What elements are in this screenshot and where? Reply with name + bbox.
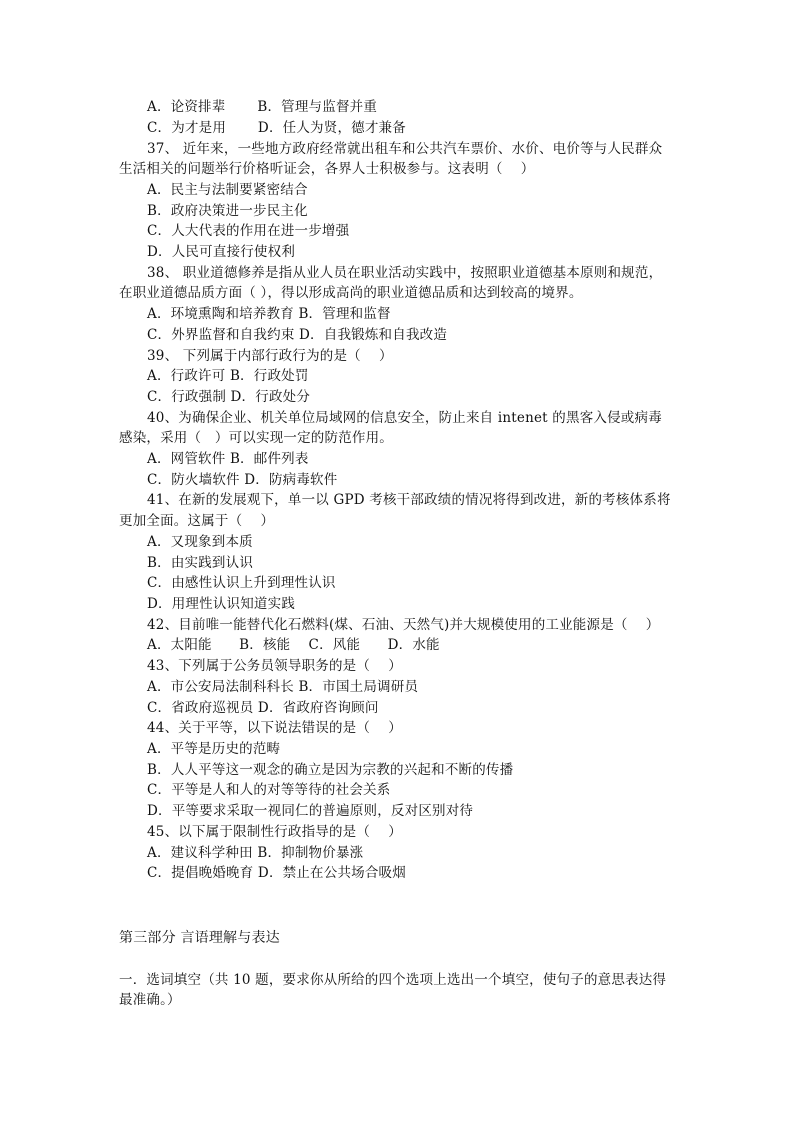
question-39: 39、 下列属于内部行政行为的是（ ） (147, 348, 393, 364)
question-40: 40、为确保企业、机关单位局域网的信息安全，防止来自 intenet 的黑客入侵或病毒 (147, 410, 662, 426)
option-line: C．防火墙软件 D．防病毒软件 (147, 472, 338, 488)
option-line: A．太阳能 B．核能 C．风能 D．水能 (147, 637, 440, 653)
option-line: D．平等要求采取一视同仁的普遍原则，反对区别对待 (147, 803, 474, 819)
option-line: C．平等是人和人的对等等待的社会关系 (147, 782, 391, 798)
question-37: 37、 近年来，一些地方政府经常就出租车和公共汽车票价、水价、电价等与人民群众 (147, 141, 663, 157)
option-line: C．提倡晚婚晚育 D．禁止在公共场合吸烟 (147, 865, 406, 881)
option-line: A．行政许可 B．行政处罚 (147, 368, 309, 384)
section-title: 第三部分 言语理解与表达 (119, 930, 280, 946)
option-line: A．论资排辈 B．管理与监督并重 (147, 99, 378, 115)
option-line: C．人大代表的作用在进一步增强 (147, 223, 350, 239)
option-line: B．政府决策进一步民主化 (147, 203, 308, 219)
option-line: C．行政强制 D．行政处分 (147, 389, 311, 405)
section-intro-continuation: 最准确。） (119, 992, 181, 1008)
option-line: C．为才是用 D．任人为贤，德才兼备 (147, 120, 406, 136)
option-line: A．市公安局法制科科长 B．市国土局调研员 (147, 679, 419, 695)
question-42: 42、目前唯一能替代化石燃料(煤、石油、天然气)并大规模使用的工业能源是（ ） (147, 617, 660, 633)
question-45: 45、以下属于限制性行政指导的是（ ） (147, 824, 402, 840)
option-line: C．省政府巡视员 D．省政府咨询顾问 (147, 700, 379, 716)
question-37-continuation: 生活相关的问题举行价格听证会，各界人士积极参与。这表明（ ） (119, 161, 535, 177)
question-41-continuation: 更加全面。这属于（ ） (119, 513, 275, 529)
option-line: A．民主与法制要紧密结合 (147, 182, 308, 198)
question-38: 38、 职业道德修养是指从业人员在职业活动实践中，按照职业道德基本原则和规范， (147, 265, 663, 281)
option-line: B．人人平等这一观念的确立是因为宗教的兴起和不断的传播 (147, 762, 514, 778)
question-38-continuation: 在职业道德品质方面（ ），得以形成高尚的职业道德品质和达到较高的境界。 (119, 285, 583, 301)
question-41: 41、在新的发展观下，单一以 GPD 考核干部政绩的情况将得到改进，新的考核体系将 (147, 492, 671, 508)
option-line: B．由实践到认识 (147, 555, 254, 571)
option-line: A．又现象到本质 (147, 534, 253, 550)
section-intro: 一．选词填空（共 10 题，要求你从所给的四个选项上选出一个填空，使句子的意思表达得 (119, 972, 667, 988)
option-line: A．环境熏陶和培养教育 B．管理和监督 (147, 306, 391, 322)
option-line: D．用理性认识知道实践 (147, 596, 296, 612)
option-line: C．外界监督和自我约束 D．自我锻炼和自我改造 (147, 327, 448, 343)
option-line: C．由感性认识上升到理性认识 (147, 575, 336, 591)
option-line: A．建议科学种田 B．抑制物价暴涨 (147, 845, 364, 861)
question-44: 44、关于平等，以下说法错误的是（ ） (147, 720, 402, 736)
option-line: A．平等是历史的范畴 (147, 741, 281, 757)
question-40-continuation: 感染，采用（ ）可以实现一定的防范作用。 (119, 430, 393, 446)
question-43: 43、下列属于公务员领导职务的是（ ） (147, 658, 402, 674)
option-line: A．网管软件 B．邮件列表 (147, 451, 309, 467)
option-line: D．人民可直接行使权利 (147, 244, 296, 260)
